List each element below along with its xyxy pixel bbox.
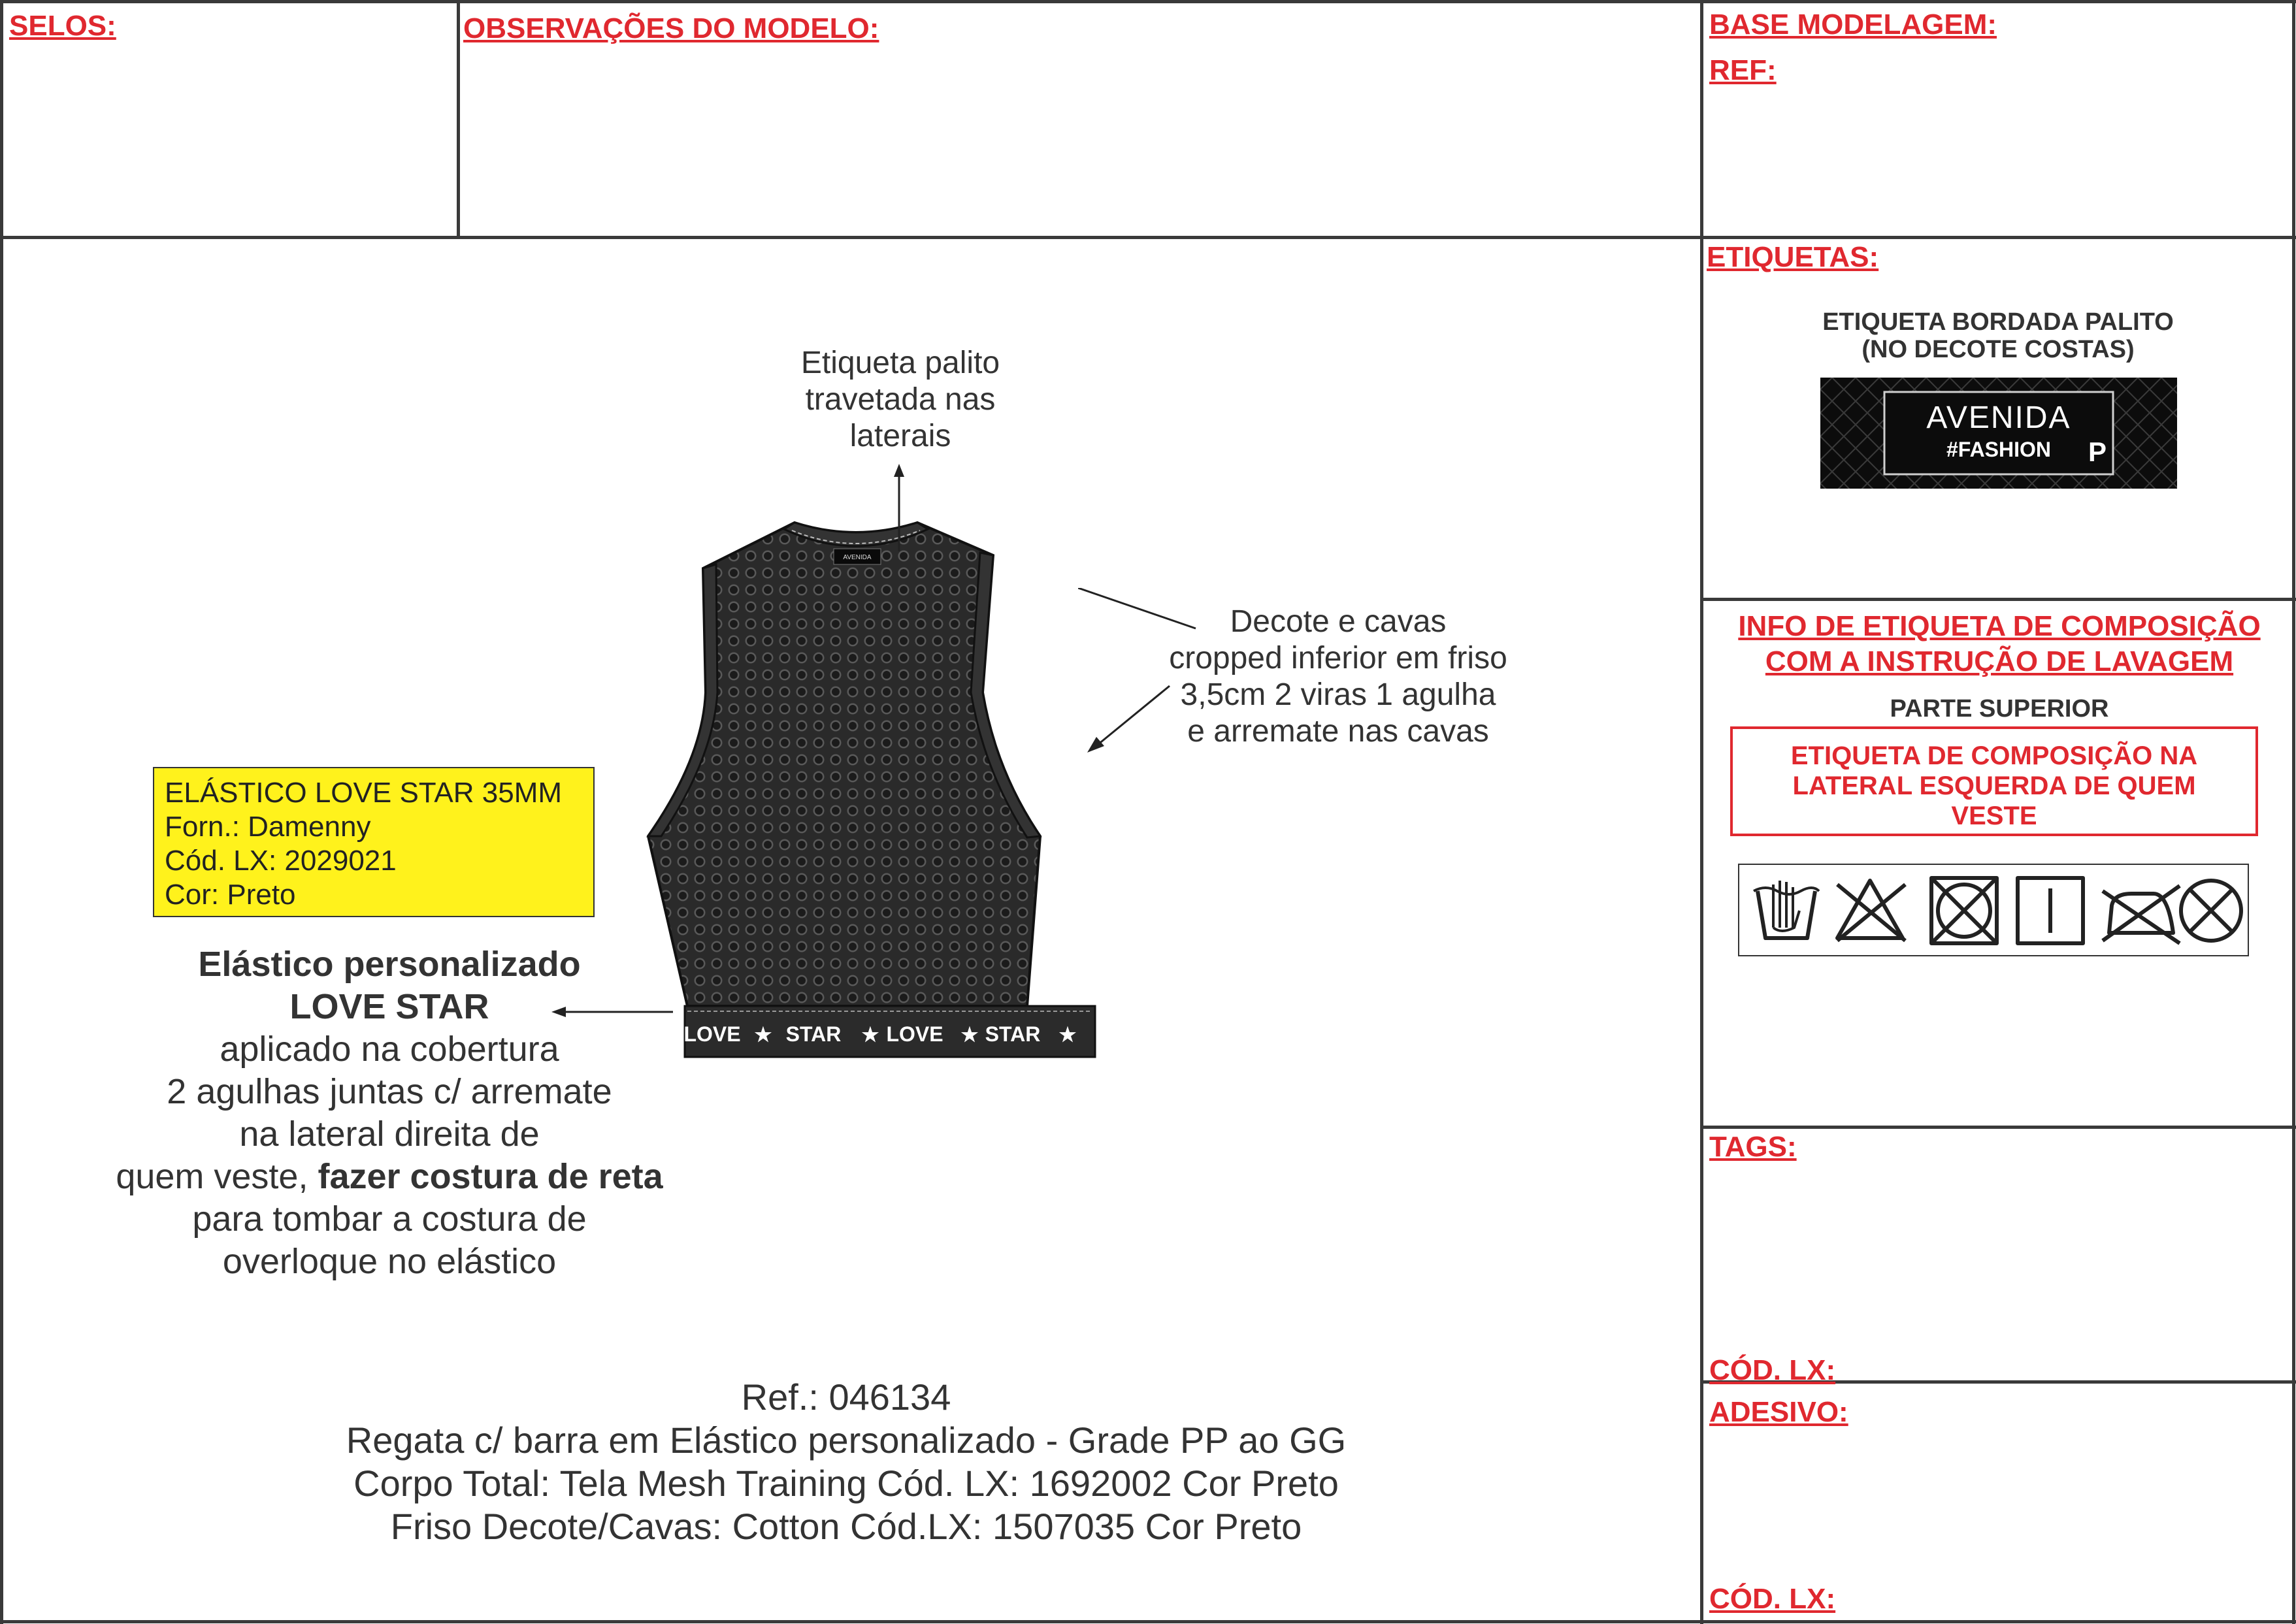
divider-info [1700, 1126, 2296, 1129]
hand-wash-icon [1754, 881, 1819, 938]
etiqueta-bordada-text [1705, 308, 2291, 363]
elastic-word: ★ [754, 1024, 772, 1046]
composicao-line3: VESTE [1951, 802, 2037, 830]
border-bottom [0, 1620, 2296, 1623]
composicao-box [1730, 726, 2258, 836]
elastic-word: LOVE [683, 1022, 741, 1046]
info-composicao-header [1703, 609, 2296, 679]
composicao-line2: LATERAL ESQUERDA DE QUEM [1792, 771, 2196, 800]
elastic-note-line7: para tombar a costura de [192, 1199, 587, 1239]
care-symbols [1738, 864, 2249, 956]
divider-selos [457, 0, 460, 238]
no-iron-icon [2103, 886, 2180, 943]
elastic-note-line5: na lateral direita de [239, 1114, 540, 1154]
care-symbols-svg [1739, 865, 2248, 955]
reference-line4: Friso Decote/Cavas: Cotton Cód.LX: 1507035 Cor Preto [390, 1506, 1302, 1547]
label-hashtag: #FASHION [1946, 438, 2052, 461]
etiquetas-header: ETIQUETAS: [1707, 241, 1879, 273]
callout-etiqueta-line1: Etiqueta palito [800, 346, 1000, 380]
elastic-word: ★ [861, 1024, 879, 1046]
elastic-spec-line4: Cor: Preto [165, 879, 296, 911]
reference-line3: Corpo Total: Tela Mesh Training Cód. LX: 1692002 Cor Preto [353, 1463, 1339, 1504]
elastic-note-line6-normal: quem veste, [116, 1157, 318, 1196]
observacoes-header: OBSERVAÇÕES DO MODELO: [463, 12, 879, 44]
callout-etiqueta-line3: laterais [849, 419, 951, 453]
callout-decote [1142, 604, 1534, 750]
elastic-note-line6 [63, 1156, 716, 1198]
elastic-word: LOVE [886, 1022, 943, 1046]
border-left [0, 0, 3, 1624]
elastic-note-line8: overloque no elástico [222, 1242, 557, 1281]
arrow-etiqueta [886, 460, 912, 551]
adesivo-header: ADESIVO: [1709, 1396, 1848, 1428]
callout-etiqueta-palito [770, 345, 1031, 455]
elastic-spec-line3: Cód. LX: 2029021 [165, 845, 397, 877]
elastic-note [63, 943, 716, 1283]
elastic-note-line4: 2 agulhas juntas c/ arremate [167, 1072, 612, 1111]
elastic-spec-line2: Forn.: Damenny [165, 811, 371, 843]
elastic-word: ★ [960, 1024, 979, 1046]
ref-header: REF: [1709, 54, 1777, 86]
elastic-note-line6-bold: fazer costura de reta [318, 1157, 663, 1196]
selos-header: SELOS: [9, 10, 116, 42]
garment-drawing [640, 496, 1176, 1058]
cod-lx-tags: CÓD. LX: [1709, 1354, 1836, 1386]
border-top [0, 0, 2296, 3]
callout-decote-line1: Decote e cavas [1230, 604, 1447, 639]
elastic-word: ★ [1058, 1024, 1077, 1046]
callout-etiqueta-line2: travetada nas [805, 382, 996, 417]
elastic-note-line1: Elástico personalizado [198, 945, 581, 984]
base-modelagem-header: BASE MODELAGEM: [1709, 8, 1997, 41]
elastic-note-line3: aplicado na cobertura [220, 1030, 559, 1069]
divider-header [0, 236, 2296, 239]
info-line2: COM A INSTRUÇÃO DE LAVAGEM [1765, 645, 2234, 677]
parte-superior: PARTE SUPERIOR [1890, 695, 2109, 723]
elastic-spec-note [153, 767, 595, 917]
label-brand-name: AVENIDA [1926, 400, 2071, 435]
brand-label [1820, 378, 2177, 489]
neck-label-text: AVENIDA [843, 554, 872, 561]
tags-header: TAGS: [1709, 1131, 1797, 1163]
no-bleach-icon [1837, 881, 1905, 941]
divider-etiquetas [1700, 598, 2296, 601]
etiqueta-bordada-line1: ETIQUETA BORDADA PALITO [1822, 308, 2174, 336]
callout-decote-line3: 3,5cm 2 viras 1 agulha [1180, 677, 1496, 712]
label-size: P [2088, 436, 2107, 467]
elastic-word: STAR [785, 1022, 842, 1046]
callout-decote-line2: cropped inferior em friso [1169, 641, 1507, 675]
elastic-spec-line1: ELÁSTICO LOVE STAR 35MM [165, 777, 563, 809]
reference-line1: Ref.: 046134 [741, 1376, 951, 1418]
info-line1: INFO DE ETIQUETA DE COMPOSIÇÃO [1738, 610, 2261, 642]
callout-decote-line4: e arremate nas cavas [1187, 714, 1489, 749]
etiqueta-bordada-line2: (NO DECOTE COSTAS) [1861, 336, 2135, 363]
elastic-word: STAR [985, 1022, 1041, 1046]
elastic-note-line2: LOVE STAR [289, 987, 489, 1026]
no-dry-clean-icon [2181, 881, 2241, 941]
composicao-line1: ETIQUETA DE COMPOSIÇÃO NA [1790, 741, 2198, 770]
reference-block [261, 1376, 1431, 1548]
cod-lx-adesivo: CÓD. LX: [1709, 1583, 1836, 1615]
reference-line2: Regata c/ barra em Elástico personalizado - Grade PP ao GG [346, 1420, 1347, 1461]
line-dry-icon [2018, 878, 2083, 943]
no-tumble-dry-icon [1931, 878, 1997, 943]
